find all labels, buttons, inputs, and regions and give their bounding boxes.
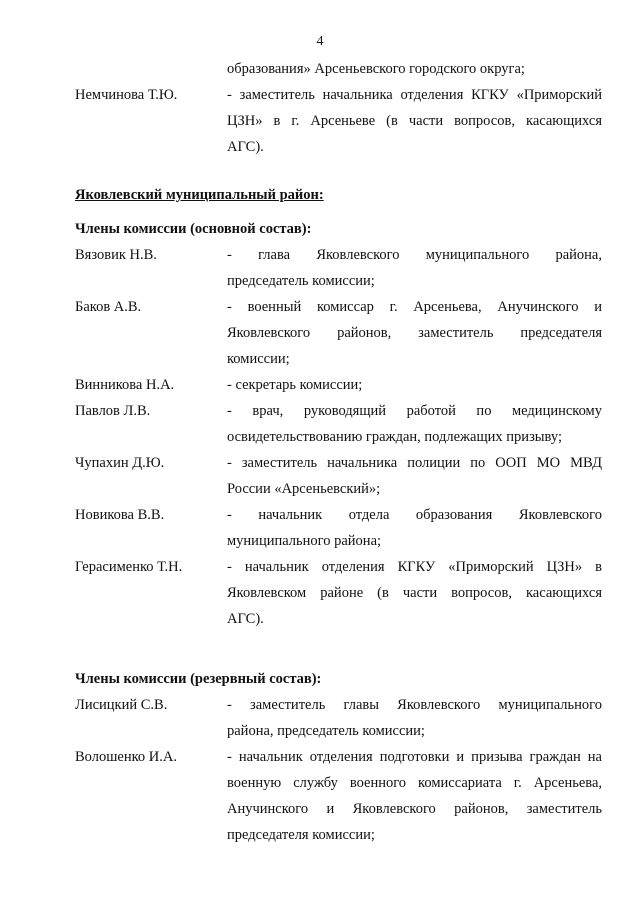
desc-line: ЦЗН» в г. Арсеньеве (в части вопросов, касающихся: [227, 113, 602, 129]
member-role: [227, 502, 602, 554]
member-name: Винникова Н.А.: [75, 377, 175, 393]
desc-line: освидетельствованию граждан, подлежащих призыву;: [227, 429, 562, 445]
member-row: [75, 450, 602, 502]
desc-line: - начальник отдела образования Яковлевского: [227, 507, 602, 523]
desc-line: военную службу военного комиссариата г. Арсеньева,: [227, 775, 602, 791]
member-role: [227, 692, 602, 744]
member-role: [227, 450, 602, 502]
member-row-nemchinova: [75, 82, 602, 160]
member-role: [227, 82, 602, 160]
member-role: [227, 294, 602, 372]
desc-line: - глава Яковлевского муниципального района,: [227, 247, 602, 263]
reserve-group-title: Члены комиссии (резервный состав):: [75, 671, 322, 687]
member-role: [227, 242, 602, 294]
page-number: 4: [316, 34, 324, 49]
desc-line: председатель комиссии;: [227, 273, 375, 289]
desc-line: председателя комиссии;: [227, 827, 375, 843]
section-title: Яковлевский муниципальный район:: [75, 187, 324, 203]
member-role: [227, 398, 602, 450]
member-row: [75, 398, 602, 450]
member-row: [75, 242, 602, 294]
desc-line: - заместитель начальника полиции по ООП МО МВД: [227, 455, 602, 471]
member-name: Новикова В.В.: [75, 507, 165, 523]
member-name: Немчинова Т.Ю.: [75, 87, 178, 103]
desc-line: Яковлевского районов, заместитель председателя: [227, 325, 602, 341]
desc-line: - военный комиссар г. Арсеньева, Анучинского и: [227, 299, 602, 315]
member-name: Вязовик Н.В.: [75, 247, 157, 263]
member-row: [75, 744, 602, 848]
member-role: [227, 744, 602, 848]
desc-line: АГС).: [227, 139, 264, 155]
member-name: Чупахин Д.Ю.: [75, 455, 165, 471]
member-row: [75, 372, 602, 398]
member-name: Павлов Л.В.: [75, 403, 151, 419]
member-row: [75, 502, 602, 554]
desc-line: - заместитель начальника отделения КГКУ «Приморский: [227, 87, 602, 103]
desc-line: Анучинского и Яковлевского районов, заместитель: [227, 801, 602, 817]
desc-line: - начальник отделения КГКУ «Приморский ЦЗН» в: [227, 559, 602, 575]
desc-line: Яковлевском районе (в части вопросов, касающихся: [227, 585, 602, 601]
desc-line: - секретарь комиссии;: [227, 377, 363, 393]
member-name: Волошенко И.А.: [75, 749, 177, 765]
main-group-title: Члены комиссии (основной состав):: [75, 221, 312, 237]
desc-line: района, председатель комиссии;: [227, 723, 425, 739]
member-name: Баков А.В.: [75, 299, 142, 315]
desc-line: АГС).: [227, 611, 264, 627]
member-name: Герасименко Т.Н.: [75, 559, 183, 575]
member-name: Лисицкий С.В.: [75, 697, 168, 713]
continuation-row: [75, 56, 602, 82]
desc-line: комиссии;: [227, 351, 290, 367]
member-row: [75, 294, 602, 372]
member-row: [75, 554, 602, 632]
document-body: [75, 56, 602, 848]
desc-line: - врач, руководящий работой по медицинскому: [227, 403, 602, 419]
desc-line: - начальник отделения подготовки и призыва граждан на: [227, 749, 602, 765]
member-role: [227, 372, 602, 398]
desc-line: России «Арсеньевский»;: [227, 481, 381, 497]
desc-line: образования» Арсеньевского городского округа;: [227, 61, 525, 77]
desc-line: муниципального района;: [227, 533, 382, 549]
continuation-text: [227, 56, 602, 82]
member-role: [227, 554, 602, 632]
member-row: [75, 692, 602, 744]
desc-line: - заместитель главы Яковлевского муниципального: [227, 697, 602, 713]
